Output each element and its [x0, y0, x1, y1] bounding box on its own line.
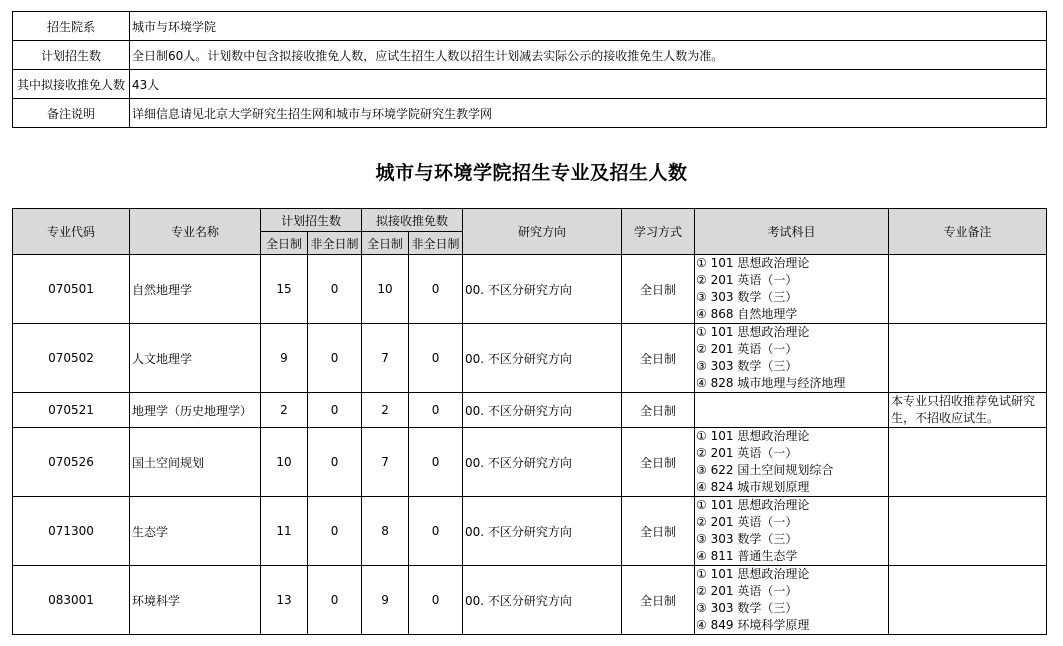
- program-name: 国土空间规划: [130, 428, 261, 497]
- study-mode: 全日制: [622, 497, 695, 566]
- exempt-parttime-count: 0: [409, 393, 463, 428]
- exempt-fulltime-count: 9: [362, 566, 409, 635]
- plan-fulltime-count: 13: [261, 566, 308, 635]
- program-table: [12, 208, 1047, 635]
- header-code: 专业代码: [13, 209, 130, 255]
- info-value: 详细信息请见北京大学研究生招生网和城市与环境学院研究生教学网: [130, 99, 1047, 128]
- table-row: [13, 255, 1047, 324]
- plan-parttime-count: 0: [308, 255, 362, 324]
- program-name: 自然地理学: [130, 255, 261, 324]
- exempt-parttime-count: 0: [409, 428, 463, 497]
- exempt-parttime-count: 0: [409, 566, 463, 635]
- exempt-parttime-count: 0: [409, 255, 463, 324]
- exam-subjects: [695, 497, 889, 566]
- info-label: 备注说明: [13, 99, 130, 128]
- program-note: 本专业只招收推荐免试研究生，不招收应试生。: [889, 393, 1047, 428]
- study-mode: 全日制: [622, 255, 695, 324]
- header-exempt: 拟接收推免数: [362, 209, 463, 232]
- program-note: [889, 255, 1047, 324]
- header-direction: 研究方向: [463, 209, 622, 255]
- research-direction: 00. 不区分研究方向: [463, 497, 622, 566]
- table-row: [13, 393, 1047, 428]
- exam-subject-item: ① 101 思想政治理论: [696, 325, 810, 339]
- department-info-table: [12, 11, 1047, 128]
- program-name: 人文地理学: [130, 324, 261, 393]
- info-value: 城市与环境学院: [130, 12, 1047, 41]
- header-exempt-fulltime: 全日制: [362, 232, 409, 255]
- exam-subject-item: ③ 303 数学（三）: [696, 532, 798, 546]
- exam-subject-item: ③ 622 国土空间规划综合: [696, 463, 834, 477]
- info-label: 计划招生数: [13, 41, 130, 70]
- header-plan-parttime: 非全日制: [308, 232, 362, 255]
- exam-subjects: [695, 255, 889, 324]
- info-value: 全日制60人。计划数中包含拟接收推免人数，应试生招生人数以招生计划减去实际公示的接收推免生人数为准。: [130, 41, 1047, 70]
- program-code: 070502: [13, 324, 130, 393]
- research-direction: 00. 不区分研究方向: [463, 255, 622, 324]
- info-row: [13, 41, 1047, 70]
- plan-fulltime-count: 11: [261, 497, 308, 566]
- exam-subject-item: ① 101 思想政治理论: [696, 567, 810, 581]
- program-name: 地理学（历史地理学）: [130, 393, 261, 428]
- exam-subject-item: ③ 303 数学（三）: [696, 601, 798, 615]
- exempt-fulltime-count: 8: [362, 497, 409, 566]
- program-code: 070501: [13, 255, 130, 324]
- table-row: [13, 497, 1047, 566]
- exam-subject-item: ③ 303 数学（三）: [696, 290, 798, 304]
- study-mode: 全日制: [622, 393, 695, 428]
- plan-fulltime-count: 2: [261, 393, 308, 428]
- exam-subject-item: ④ 849 环境科学原理: [696, 618, 810, 632]
- study-mode: 全日制: [622, 428, 695, 497]
- plan-fulltime-count: 10: [261, 428, 308, 497]
- table-row: [13, 324, 1047, 393]
- exam-subject-item: ② 201 英语（一）: [696, 584, 798, 598]
- table-row: [13, 428, 1047, 497]
- exam-subject-item: ④ 811 普通生态学: [696, 549, 798, 563]
- exam-subject-item: ④ 824 城市规划原理: [696, 480, 810, 494]
- program-code: 071300: [13, 497, 130, 566]
- plan-parttime-count: 0: [308, 566, 362, 635]
- program-name: 生态学: [130, 497, 261, 566]
- exam-subjects: [695, 428, 889, 497]
- exam-subject-item: ③ 303 数学（三）: [696, 359, 798, 373]
- info-row: [13, 99, 1047, 128]
- research-direction: 00. 不区分研究方向: [463, 428, 622, 497]
- program-code: 083001: [13, 566, 130, 635]
- study-mode: 全日制: [622, 324, 695, 393]
- header-exempt-parttime: 非全日制: [409, 232, 463, 255]
- exam-subject-item: ① 101 思想政治理论: [696, 256, 810, 270]
- info-row: [13, 12, 1047, 41]
- plan-parttime-count: 0: [308, 393, 362, 428]
- info-label: 招生院系: [13, 12, 130, 41]
- header-row: [13, 209, 1047, 232]
- exempt-parttime-count: 0: [409, 324, 463, 393]
- exam-subjects: [695, 324, 889, 393]
- research-direction: 00. 不区分研究方向: [463, 566, 622, 635]
- program-note: [889, 566, 1047, 635]
- header-plan: 计划招生数: [261, 209, 362, 232]
- header-subjects: 考试科目: [695, 209, 889, 255]
- section-title: 城市与环境学院招生专业及招生人数: [375, 162, 688, 184]
- exam-subject-item: ① 101 思想政治理论: [696, 498, 810, 512]
- header-plan-fulltime: 全日制: [261, 232, 308, 255]
- program-code: 070526: [13, 428, 130, 497]
- header-note: 专业备注: [889, 209, 1047, 255]
- table-row: [13, 566, 1047, 635]
- exam-subject-item: ① 101 思想政治理论: [696, 429, 810, 443]
- exam-subject-item: ② 201 英语（一）: [696, 273, 798, 287]
- program-note: [889, 497, 1047, 566]
- exempt-parttime-count: 0: [409, 497, 463, 566]
- plan-parttime-count: 0: [308, 497, 362, 566]
- exempt-fulltime-count: 7: [362, 324, 409, 393]
- research-direction: 00. 不区分研究方向: [463, 393, 622, 428]
- info-label: 其中拟接收推免人数: [13, 70, 130, 99]
- exam-subjects: [695, 566, 889, 635]
- program-code: 070521: [13, 393, 130, 428]
- header-mode: 学习方式: [622, 209, 695, 255]
- research-direction: 00. 不区分研究方向: [463, 324, 622, 393]
- exam-subject-item: ② 201 英语（一）: [696, 342, 798, 356]
- exempt-fulltime-count: 10: [362, 255, 409, 324]
- exempt-fulltime-count: 7: [362, 428, 409, 497]
- plan-parttime-count: 0: [308, 324, 362, 393]
- exam-subjects: [695, 393, 889, 428]
- exam-subject-item: ④ 868 自然地理学: [696, 307, 798, 321]
- program-note: [889, 428, 1047, 497]
- plan-fulltime-count: 9: [261, 324, 308, 393]
- plan-fulltime-count: 15: [261, 255, 308, 324]
- exempt-fulltime-count: 2: [362, 393, 409, 428]
- info-value: 43人: [130, 70, 1047, 99]
- program-name: 环境科学: [130, 566, 261, 635]
- exam-subject-item: ② 201 英语（一）: [696, 515, 798, 529]
- study-mode: 全日制: [622, 566, 695, 635]
- plan-parttime-count: 0: [308, 428, 362, 497]
- exam-subject-item: ② 201 英语（一）: [696, 446, 798, 460]
- exam-subject-item: ④ 828 城市地理与经济地理: [696, 376, 846, 390]
- header-name: 专业名称: [130, 209, 261, 255]
- info-row: [13, 70, 1047, 99]
- program-note: [889, 324, 1047, 393]
